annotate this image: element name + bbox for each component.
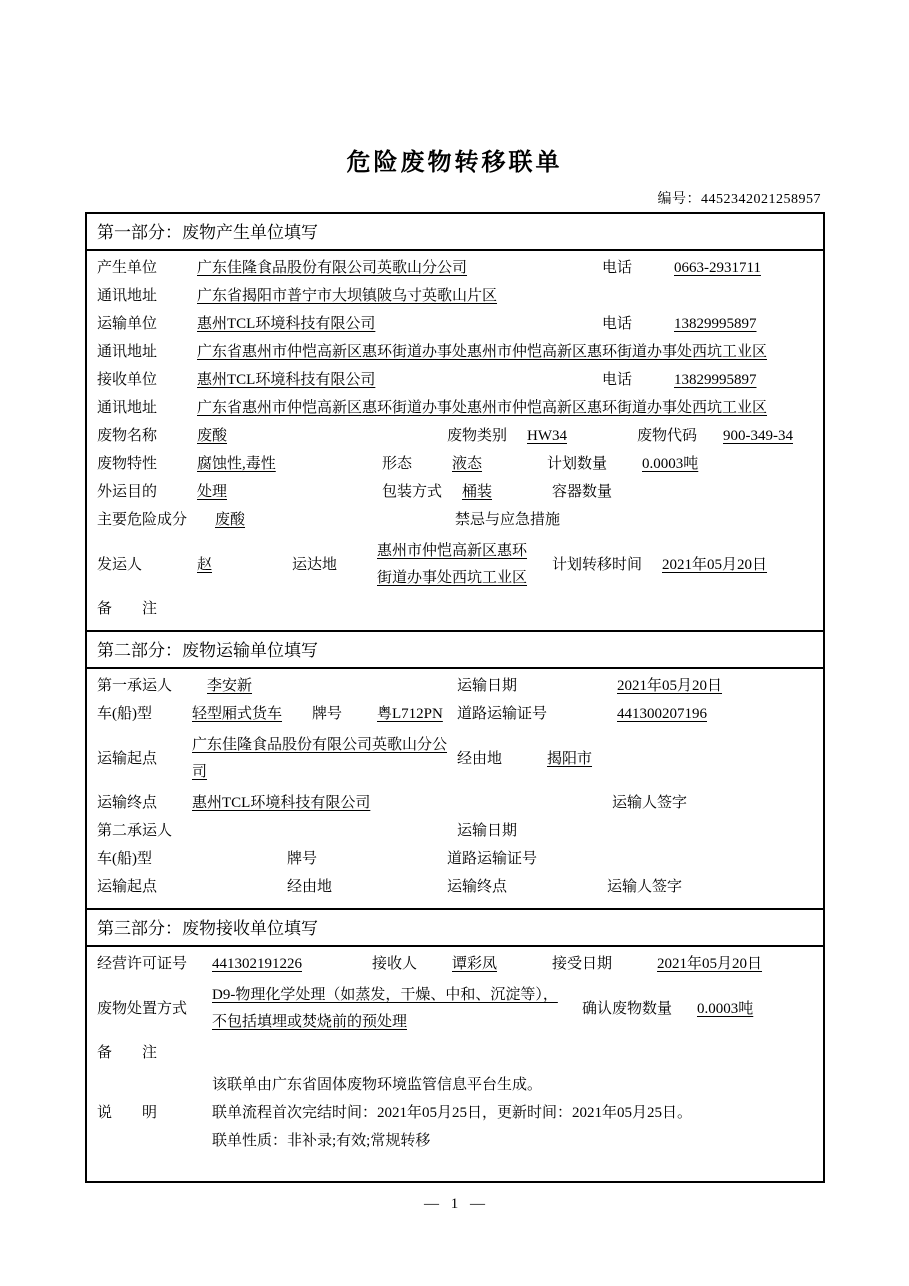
receiver-address-value: 广东省惠州市仲恺高新区惠环街道办事处惠州市仲恺高新区惠环街道办事处西坑工业区 xyxy=(197,400,768,416)
vehicle-type-label: 车(船)型 xyxy=(97,706,152,722)
section2-body xyxy=(87,669,823,908)
note-line: 该联单由广东省固体废物环境监管信息平台生成。 xyxy=(212,1077,543,1093)
phone-label: 电话 xyxy=(602,260,633,276)
vehicle-type-label: 车(船)型 xyxy=(97,851,152,867)
note-line: 联单流程首次完结时间：2021年05月25日，更新时间：2021年05月25日。 xyxy=(212,1105,693,1121)
waste-category-label: 废物类别 xyxy=(447,428,508,444)
receiver-value: 惠州TCL环境科技有限公司 xyxy=(197,372,376,388)
waste-name-label: 废物名称 xyxy=(97,428,158,444)
license-value: 441302191226 xyxy=(212,956,302,972)
hazard-label: 主要危险成分 xyxy=(97,512,188,528)
planned-qty-label: 计划数量 xyxy=(547,456,608,472)
carrier1-value: 李安新 xyxy=(207,678,253,694)
license-label: 经营许可证号 xyxy=(97,956,188,972)
address-label: 通讯地址 xyxy=(97,400,158,416)
row-remark1 xyxy=(87,596,823,624)
row-origin1 xyxy=(87,729,823,790)
disposal-value: D9-物理化学处理（如蒸发，干燥、中和、沉淀等），不包括填埋或焚烧前的预处理 xyxy=(212,987,558,1030)
transport-date1-value: 2021年05月20日 xyxy=(617,678,723,694)
producer-address-value: 广东省揭阳市普宁市大坝镇陂乌寸英歌山片区 xyxy=(197,288,498,304)
form-value: 液态 xyxy=(452,456,483,472)
address-label: 通讯地址 xyxy=(97,288,158,304)
row-waste-property xyxy=(87,451,823,479)
waste-code-value: 900-349-34 xyxy=(723,428,793,444)
row-route2 xyxy=(87,874,823,902)
page-number: — 1 — xyxy=(424,1196,485,1212)
via-label: 经由地 xyxy=(287,879,333,895)
purpose-value: 处理 xyxy=(197,484,228,500)
origin1-value: 广东佳隆食品股份有限公司英歌山分公司 xyxy=(192,737,448,780)
purpose-label: 外运目的 xyxy=(97,484,158,500)
transporter-address-value: 广东省惠州市仲恺高新区惠环街道办事处惠州市仲恺高新区惠环街道办事处西坑工业区 xyxy=(197,344,768,360)
row-vehicle2 xyxy=(87,846,823,874)
row-endpoint1 xyxy=(87,790,823,818)
row-carrier1 xyxy=(87,673,823,701)
endpoint1-value: 惠州TCL环境科技有限公司 xyxy=(192,795,371,811)
row-waste-name xyxy=(87,423,823,451)
row-notes xyxy=(87,1068,823,1159)
transfer-time-value: 2021年05月20日 xyxy=(662,556,768,573)
row-remark3 xyxy=(87,1040,823,1068)
producer-phone-value: 0663-2931711 xyxy=(674,260,761,276)
row-purpose xyxy=(87,479,823,507)
note-lines xyxy=(212,1071,692,1155)
shipper-value: 赵 xyxy=(197,556,213,573)
row-receiver xyxy=(87,367,823,395)
transporter-label: 运输单位 xyxy=(97,316,158,332)
row-disposal xyxy=(87,979,823,1040)
transporter-phone-value: 13829995897 xyxy=(674,316,757,332)
manifest-form xyxy=(85,212,825,1183)
phone-label: 电话 xyxy=(602,372,633,388)
section1-header: 第一部分：废物产生单位填写 xyxy=(87,214,823,251)
carrier2-label: 第二承运人 xyxy=(97,823,173,839)
plate1-value: 粤L712PN xyxy=(377,706,443,722)
emergency-label: 禁忌与应急措施 xyxy=(455,512,561,528)
container-qty-label: 容器数量 xyxy=(552,484,613,500)
plate-label: 牌号 xyxy=(312,706,343,722)
waste-property-label: 废物特性 xyxy=(97,456,158,472)
producer-label: 产生单位 xyxy=(97,260,158,276)
section3-body xyxy=(87,947,823,1181)
address-label: 通讯地址 xyxy=(97,344,158,360)
endpoint-label: 运输终点 xyxy=(447,879,508,895)
section3-header: 第三部分：废物接收单位填写 xyxy=(87,908,823,947)
form-label: 形态 xyxy=(382,456,413,472)
row-shipper xyxy=(87,535,823,596)
endpoint-label: 运输终点 xyxy=(97,795,158,811)
row-producer xyxy=(87,255,823,283)
shipper-label: 发运人 xyxy=(97,556,143,573)
row-transporter-address xyxy=(87,339,823,367)
phone-label: 电话 xyxy=(602,316,633,332)
road-permit-label: 道路运输证号 xyxy=(457,706,548,722)
doc-number-label: 编号： xyxy=(657,192,701,207)
receiver-phone-value: 13829995897 xyxy=(674,372,757,388)
via1-value: 揭阳市 xyxy=(547,750,593,767)
plate-label: 牌号 xyxy=(287,851,318,867)
doc-number-value: 4452342021258957 xyxy=(701,192,821,207)
road-permit1-value: 441300207196 xyxy=(617,706,707,722)
carrier1-label: 第一承运人 xyxy=(97,678,173,694)
accept-date-value: 2021年05月20日 xyxy=(657,956,763,972)
section1-body xyxy=(87,251,823,630)
packaging-value: 桶装 xyxy=(462,484,493,500)
row-producer-address xyxy=(87,283,823,311)
section2-header: 第二部分：废物运输单位填写 xyxy=(87,630,823,669)
signature-label: 运输人签字 xyxy=(607,879,683,895)
confirmed-qty-value: 0.0003吨 xyxy=(697,1000,754,1017)
row-carrier2 xyxy=(87,818,823,846)
row-license xyxy=(87,951,823,979)
transport-date-label: 运输日期 xyxy=(457,678,518,694)
signature-label: 运输人签字 xyxy=(612,795,688,811)
note-line: 联单性质：非补录;有效;常规转移 xyxy=(212,1133,431,1149)
hazard-value: 废酸 xyxy=(215,512,246,528)
waste-category-value: HW34 xyxy=(527,428,567,444)
destination-value: 惠州市仲恺高新区惠环街道办事处西坑工业区 xyxy=(377,543,528,586)
receiver-label: 接收单位 xyxy=(97,372,158,388)
transport-date-label: 运输日期 xyxy=(457,823,518,839)
confirmed-qty-label: 确认废物数量 xyxy=(582,1000,673,1017)
remark-label: 备 注 xyxy=(97,601,158,617)
planned-qty-value: 0.0003吨 xyxy=(642,456,699,472)
disposal-label: 废物处置方式 xyxy=(97,1000,188,1017)
row-vehicle1 xyxy=(87,701,823,729)
waste-name-value: 废酸 xyxy=(197,428,228,444)
via-label: 经由地 xyxy=(457,750,503,767)
packaging-label: 包装方式 xyxy=(382,484,443,500)
remark-label: 备 注 xyxy=(97,1045,158,1061)
transporter-value: 惠州TCL环境科技有限公司 xyxy=(197,316,376,332)
note-label: 说 明 xyxy=(97,1104,158,1121)
waste-property-value: 腐蚀性,毒性 xyxy=(197,456,276,472)
destination-label: 运达地 xyxy=(292,556,338,573)
road-permit-label: 道路运输证号 xyxy=(447,851,538,867)
receiver-person-label: 接收人 xyxy=(372,956,418,972)
row-receiver-address xyxy=(87,395,823,423)
transfer-time-label: 计划转移时间 xyxy=(552,556,643,573)
page-title: 危险废物转移联单 xyxy=(346,150,563,176)
vehicle-type1-value: 轻型厢式货车 xyxy=(192,706,283,722)
receiver-person-value: 谭彩凤 xyxy=(452,956,498,972)
producer-value: 广东佳隆食品股份有限公司英歌山分公司 xyxy=(197,260,468,276)
row-hazard xyxy=(87,507,823,535)
row-transporter xyxy=(87,311,823,339)
waste-code-label: 废物代码 xyxy=(637,428,698,444)
origin-label: 运输起点 xyxy=(97,879,158,895)
origin-label: 运输起点 xyxy=(97,750,158,767)
doc-number xyxy=(658,188,822,208)
accept-date-label: 接受日期 xyxy=(552,956,613,972)
